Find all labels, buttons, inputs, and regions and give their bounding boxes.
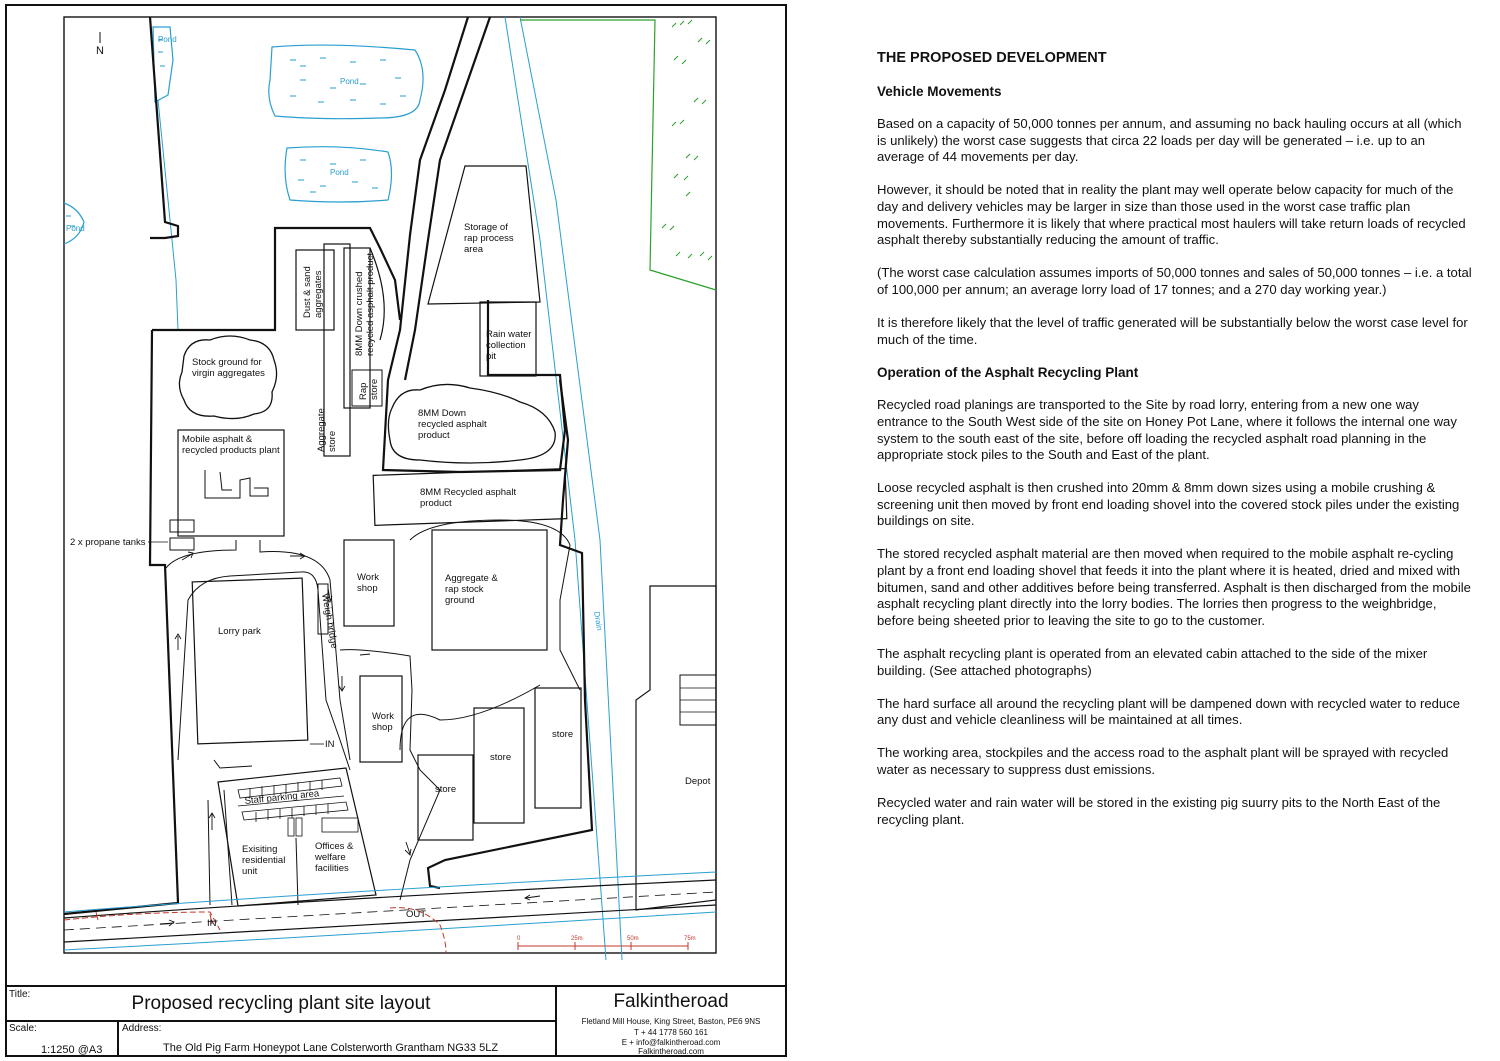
scale-label: Scale: [9,1023,37,1034]
down-recycled-label: 8MM Down recycled asphalt product [418,408,487,441]
scale-tick-0: 0 [517,936,521,942]
rap-store-label: Rapstore [358,378,380,400]
depot-label: Depot [685,776,711,787]
depot [636,586,716,910]
direction-arrows [160,552,540,926]
scale-tick-50: 50m [627,936,639,942]
propane-tank-1 [170,520,194,532]
workshop1-label: Work shop [357,572,379,594]
propane-tank-2 [170,538,194,550]
paragraph-crushing: Loose recycled asphalt is then crushed into 20mm & 8mm down sizes using a mobile crushing & screening unit then moved by front end loading shovel into the covered stock piles under the existing buildings on site. [877,480,1460,529]
store-2 [474,708,524,823]
address-cell [117,1020,557,1057]
title-cell [5,985,557,1022]
store-1 [418,755,473,840]
weigh-label: Weigh bridge [319,592,340,650]
storage-label: Storage of rap process area [464,222,514,255]
scale-value: 1:1250 @A3 [41,1044,103,1056]
tree-marks [662,20,712,260]
company-address: Fletland Mill House, King Street, Baston, PE6 9NS [581,1017,761,1026]
rain-water-label: Rain water collection pit [486,329,532,362]
paragraph-storage-water: Recycled water and rain water will be stored in the existing pig suurry pits to the North East of the recycling plant. [877,795,1441,827]
paragraph-spraying: The working area, stockpiles and the access road to the asphalt plant will be sprayed with recycled water as necessary to suppress dust emissions. [877,745,1449,777]
company-name: Falkintheroad [613,991,729,1012]
pond-label-main: Pond [340,77,359,86]
store2-label: store [490,752,512,763]
visibility-splay [64,908,446,953]
paragraph-dampening: The hard surface all around the recycling plant will be dampened down with recycled water to reduce any dust and vehicle cleanliness will be maintained at all times. [877,695,1460,728]
aggregate-store-label: Aggregatestore [316,408,338,452]
address-value: The Old Pig Farm Honeypot Lane Colsterworth Grantham NG33 5LZ [163,1042,499,1054]
scale-cell [5,1020,119,1057]
scale-bar [517,936,696,950]
subheading-vehicle-movements: Vehicle Movements [877,83,1002,99]
address-label: Address: [122,1023,162,1034]
existing-unit-label: Exisiting residential unit [242,844,286,877]
title-label: Title: [9,989,31,1000]
green-boundary [520,20,716,290]
paragraph-calculation: (The worst case calculation assumes imports of 50,000 tonnes and sales of 50,000 tonnes – i.e. a total of 100,000 per annum; an average lorry load of 17 tonnes; and a 270 day working year.) [877,265,1472,297]
down-crushed-label: 8MM Down crushedrecycled asphalt product [354,253,376,356]
ponds [64,27,423,244]
pond-label-second: Pond [330,168,349,177]
out-label: OUT [406,909,427,920]
recycled-product-label: 8MM Recycled asphalt product [420,487,517,509]
aggregate-store-bay [324,244,350,456]
propane-label: 2 x propane tanks [70,537,146,548]
paragraph-process: The stored recycled asphalt material are then moved when required to the mobile asphalt re-cycling plant by a front end loading shovel that feeds it into the plant where it is heated, dried and mixed with bitumen, sand and other additives before being transferred. Asphalt is then discharged from the mobile asphalt recycling plant directly into the lorry bodies. The lorries then progress to the weighbridge, before being sheeted prior to leaving the site to go to the customer. [877,546,1471,628]
dust-label: Dust & sandaggregates [302,266,324,318]
mobile-plant-label: Mobile asphalt & recycled products plant [182,434,280,456]
north-arrow: N [96,45,104,57]
agg-rap-label: Aggregate & rap stock ground [445,573,498,606]
paragraph-capacity: Based on a capacity of 50,000 tonnes per annum, and assuming no back hauling occurs at all (which is unlikely) the worst case suggests that circa 22 loads per day will be generated – i.e. up to an average of 44 movements per day. [877,116,1462,165]
company-email: E + info@falkintheroad.com [621,1038,721,1047]
title-block [5,985,787,1057]
store1-label: store [435,784,457,795]
drawing-title: Proposed recycling plant site layout [131,993,431,1014]
company-web: Falkintheroad.com [638,1047,704,1056]
road-in-label: IN [207,918,217,929]
offices-label: Offices & welfare facilities [315,841,354,874]
store3-label: store [552,729,574,740]
pond-label-left: Pond [66,224,85,233]
pond-label-top: Pond [158,35,177,44]
company-cell [555,985,787,1057]
store-3 [535,688,581,808]
description-column [877,50,1472,845]
workshop2-label: Work shop [372,711,394,733]
stock-ground-label: Stock ground for virgin aggregates [192,357,265,379]
paragraph-planings: Recycled road planings are transported to the Site by road lorry, entering from a new one way entrance to the South West side of the site on Honey Pot Lane, where it follows the internal one way system to the south east of the site, before off loading the recycled asphalt road planning in the appropriate stock piles to the South and East of the plant. [877,397,1457,463]
site-plan [0,0,790,985]
subheading-operation: Operation of the Asphalt Recycling Plant [877,364,1139,380]
scale-tick-25: 25m [571,936,583,942]
staff-parking-label: Staff parking area [244,788,320,807]
lorry-park-label: Lorry park [218,626,261,637]
scale-tick-75: 75m [684,936,696,942]
paragraph-traffic-level: It is therefore likely that the level of traffic generated will be substantially below the worst case level for much of the time. [877,315,1468,347]
company-phone: T + 44 1778 560 161 [634,1028,708,1037]
drain-label: Drain [592,610,605,632]
section-heading: THE PROPOSED DEVELOPMENT [877,50,1107,66]
in-label: IN [325,739,335,750]
paragraph-reality: However, it should be noted that in reality the plant may well operate below capacity for much of the day and delivery vehicles may be larger in size than those used in the worst case traffic plan movements. Furthermore it is likely that where practical most haulers will take return loads of recycled asphalt thereby substantially reducing the amount of traffic. [877,182,1466,248]
lorry-park [192,578,308,744]
pond-ripples [66,40,406,226]
paragraph-cabin: The asphalt recycling plant is operated from an elevated cabin attached to the side of the mixer building. (See attached photographs) [877,645,1428,678]
